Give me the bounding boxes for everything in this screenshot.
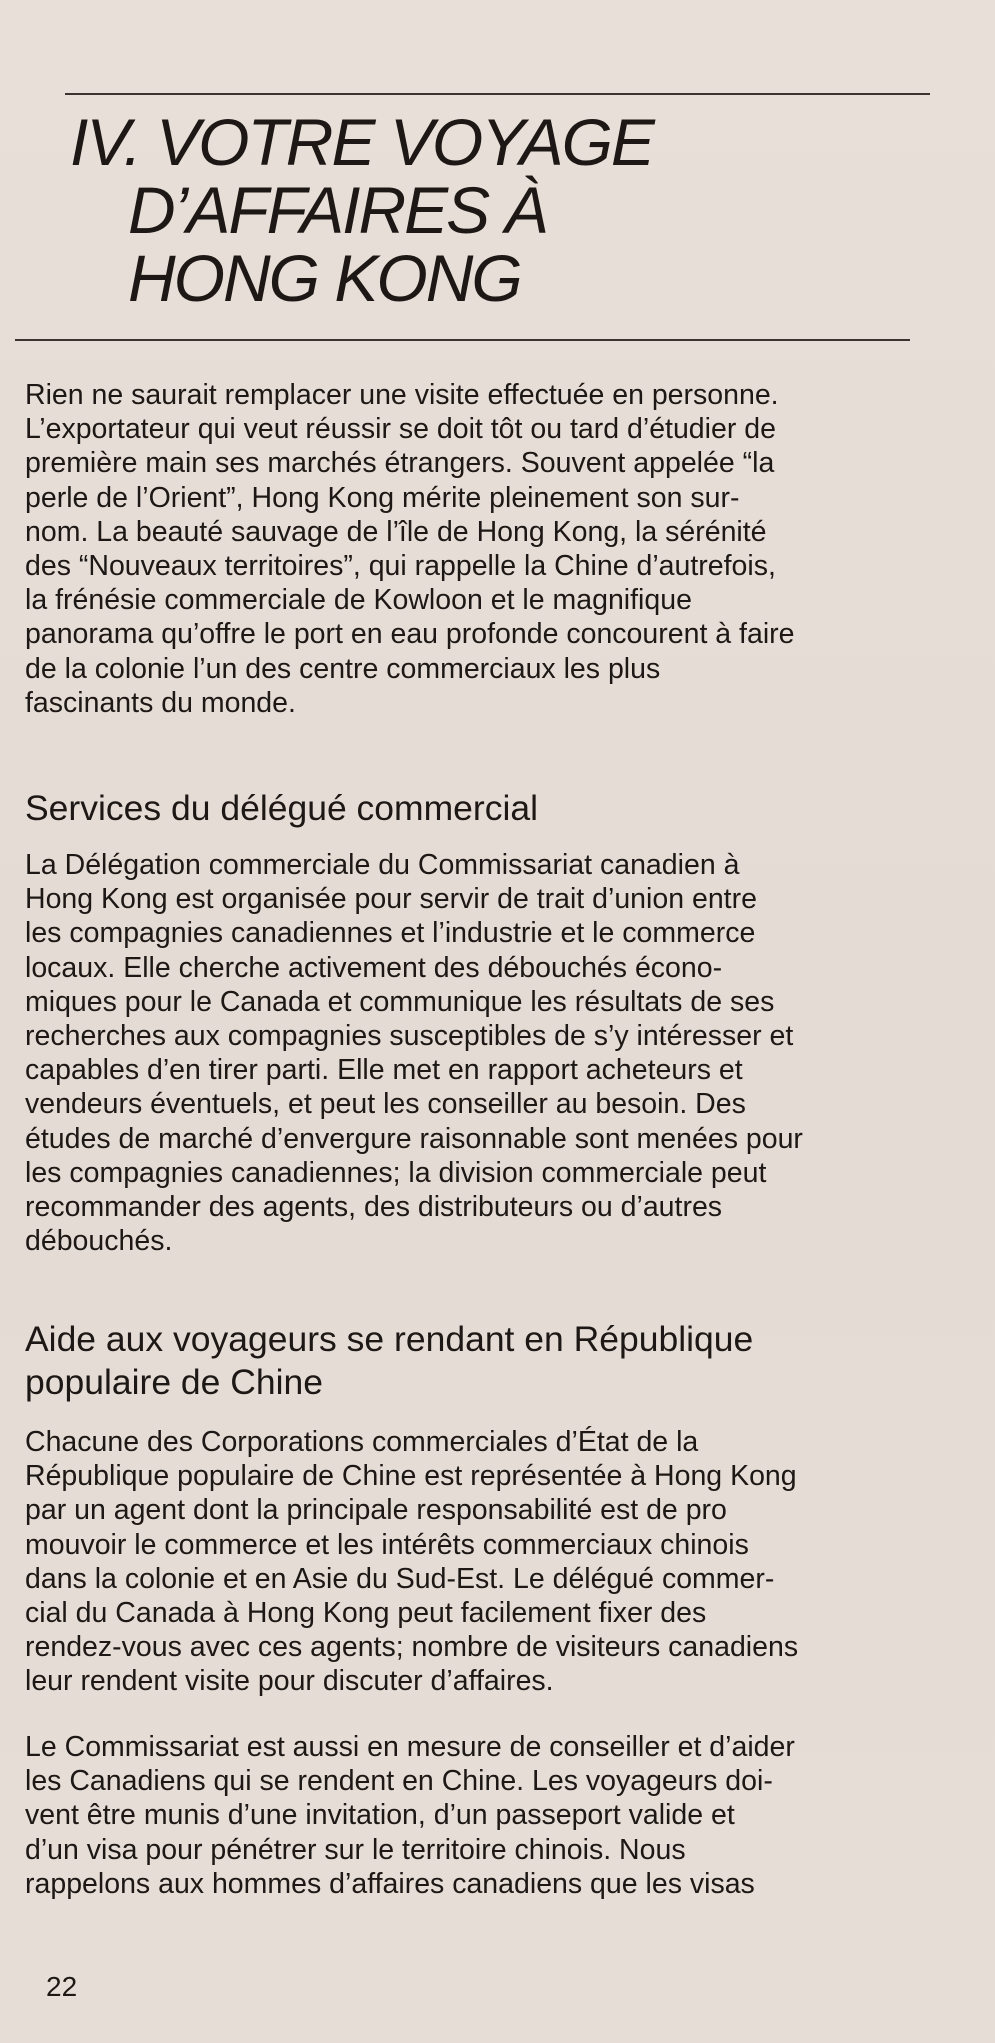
chapter-title-line: D’AFFAIRES À [128,173,547,247]
text-line: recommander des agents, des distributeurs ou d’autres [25,1191,723,1224]
text-line: les Canadiens qui se rendent en Chine. Les voyageurs doi- [25,1765,773,1798]
china-visa-paragraph [25,1730,970,1901]
text-line: Chacune des Corporations commerciales d’État de la [25,1426,699,1458]
trade-services-paragraph [25,848,970,1258]
section-heading-trade-services [25,787,538,830]
text-line: rendez-vous avec ces agents; nombre de visiteurs canadiens [25,1631,799,1664]
text-line: première main ses marchés étrangers. Souvent appelée “la [25,447,775,480]
chapter-title-line: HONG KONG [128,241,521,315]
title-top-rule [65,93,930,95]
text-line: Le Commissariat est aussi en mesure de conseiller et d’aider [25,1731,795,1763]
text-line: capables d’en tirer parti. Elle met en rapport acheteurs et [25,1054,743,1087]
text-line: cial du Canada à Hong Kong peut facilement fixer des [25,1597,707,1630]
page-number: 22 [46,1971,78,2002]
heading-line: populaire de Chine [25,1362,324,1402]
text-line: miques pour le Canada et communique les résultats de ses [25,985,775,1018]
heading-line: Services du délégué commercial [25,788,539,828]
text-line: République populaire de Chine est représentée à Hong Kong [25,1460,797,1493]
text-line: panorama qu’offre le port en eau profonde concourent à faire [25,618,795,651]
text-line: leur rendent visite pour discuter d’affaires. [25,1665,554,1698]
text-line: vent être munis d’une invitation, d’un passeport valide et [25,1799,735,1832]
text-line: la frénésie commerciale de Kowloon et le magnifique [25,584,692,617]
text-line: de la colonie l’un des centre commerciaux les plus [25,652,661,685]
text-line: La Délégation commerciale du Commissariat canadien à [25,849,740,881]
text-line: perle de l’Orient”, Hong Kong mérite pleinement son sur- [25,481,740,514]
text-line: débouchés. [25,1225,173,1258]
text-line: mouvoir le commerce et les intérêts commerciaux chinois [25,1528,749,1561]
text-line: Rien ne saurait remplacer une visite effectuée en personne. [25,379,779,411]
chapter-title [70,105,653,315]
title-bottom-rule [15,339,910,341]
text-line: recherches aux compagnies susceptibles de s’y intéresser et [25,1020,794,1053]
heading-line: Aide aux voyageurs se rendant en République [25,1319,754,1359]
text-line: études de marché d’envergure raisonnable sont menées pour [25,1122,803,1155]
text-line: rappelons aux hommes d’affaires canadiens que les visas [25,1867,755,1900]
text-line: d’un visa pour pénétrer sur le territoire chinois. Nous [25,1833,686,1866]
intro-paragraph [25,378,970,720]
text-line: fascinants du monde. [25,686,296,719]
text-line: Hong Kong est organisée pour servir de trait d’union entre [25,883,757,916]
text-line: L’exportateur qui veut réussir se doit tôt ou tard d’étudier de [25,413,776,446]
chapter-title-line: IV. VOTRE VOYAGE [70,105,653,179]
text-line: les compagnies canadiennes; la division commerciale peut [25,1156,767,1189]
text-line: locaux. Elle cherche activement des débouchés écono- [25,951,723,984]
text-line: des “Nouveaux territoires”, qui rappelle la Chine d’autrefois, [25,550,776,583]
text-line: les compagnies canadiennes et l’industrie et le commerce [25,917,756,950]
text-line: nom. La beauté sauvage de l’île de Hong Kong, la sérénité [25,515,767,548]
china-agents-paragraph [25,1425,970,1699]
text-line: vendeurs éventuels, et peut les conseiller au besoin. Des [25,1088,746,1121]
text-line: par un agent dont la principale responsabilité est de pro [25,1494,727,1527]
section-heading-china-travel [25,1318,753,1404]
text-line: dans la colonie et en Asie du Sud-Est. Le délégué commer- [25,1562,775,1595]
